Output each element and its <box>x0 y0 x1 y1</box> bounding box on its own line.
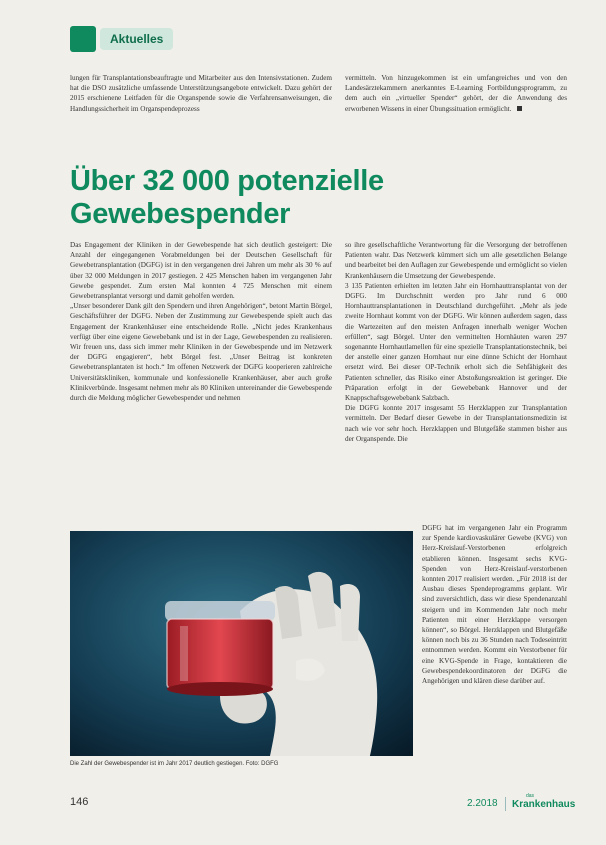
right-column-narrow <box>422 523 567 686</box>
paragraph: DGFG hat im vergangenen Jahr ein Programm zur Spende kardiovaskulärer Gewebe (KVG) von Herz-Kreislauf-Verstorbenen erfolgreich etablieren können. Insgesamt sechs KVG-Spenden von Herz-Kreislauf-verstorbenen konnten 2017 realisiert werden. „Für 2018 ist der Ausbau dieses Spendeprogramms geplant. Wir sind zuversichtlich, dass wir diese Spendenanzahl steigern und im Kommenden Jahr noch mehr Patienten mit einer Herzklappe versorgen können“, so Börgel. Herzklappen und Blutgefäße können noch bis zu 36 Stunden nach Todeseintritt entnommen werden. Kommt ein Verstorbener für eine KVG-Spende in Frage, kontaktieren die Gewebespendekoordinatoren der DGFG die Angehörigen und klären diese darüber auf. <box>422 524 567 686</box>
section-label: Aktuelles <box>100 28 173 50</box>
footer-divider <box>505 797 506 811</box>
photo-caption: Die Zahl der Gewebespender ist im Jahr 2017 deutlich gestiegen. Foto: DGFG <box>70 761 279 767</box>
paragraph: „Unser besonderer Dank gilt den Spendern und ihren Angehörigen“, betont Martin Börgel, Geschäftsführer der DGFG. Neben der Zustimmung zur Gewebespende spielt auch das Engagement der Krankenhäuser eine entscheidende Rolle. „Nicht jedes Krankenhaus verfügt über eine eigene Gewebebank und ist in der Lage, Gewebespenden zu realisieren. Wir freuen uns, dass sich immer mehr Kliniken in der Gewebespende und im Netzwerk der DGFG engagieren“, hebt Börgel fest. „Unser Beitrag ist konkreten Gewebetransplantaten ist hoch.“ Im offenen Netzwerk der DGFG kooperieren zahlreiche Universitätskliniken, kommunale und konfessionelle Krankenhäuser, aber auch große Klinikverbünde. Insgesamt nehmen mehr als 80 Kliniken untereinander die Gewebespende durch die Meldung möglicher Gewebespender und nehmen <box>70 302 332 403</box>
paragraph: so ihre gesellschaftliche Verantwortung für die Versorgung der betroffenen Patienten wahr. Das Netzwerk kümmert sich um alle gesetzlichen Belange und bearbeitet bei den Auflagen zur Gewebespende und ermöglicht so vielen Krankenhäusern die Umsetzung der Gewebespende. <box>345 241 567 280</box>
top-left-text: lungen für Transplantationsbeauftragte und Mitarbeiter aus den Intensivstationen. Zudem hat die DSO zusätzliche umfassende Unterstützungsangebote entwickelt. Dazu gehört der 2015 erschienene Leitfaden für die Organspende sowie die Verfahrensanweisungen, die Handlungssicherheit im Organspendeprozess <box>70 74 332 113</box>
paragraph: 3 135 Patienten erhielten im letzten Jahr ein Hornhauttransplantat von der DGFG. Im Durchschnitt werden pro Jahr rund 6 000 Hornhauttransplantationen in Deutschland durchgeführt. „Mehr als jede zweite Hornhaut kommt von der DGFG. Wir können außerdem sagen, dass die Wartezeiten auf den meisten Anfragen innerhalb weniger Wochen erfüllen“, sagt Börgel. Unter den vermittelten Hornhäuten waren 297 sogenannte Hornhautlamellen für eine spezielle Transplantationstechnik, bei der anstelle einer ganzen Hornhaut nur eine dünne Schicht der Hornhaut ersetzt wird. Bei dieser OP-Technik erholt sich die Sehfähigkeit des Patienten schneller, das Risiko einer Abstoßungsreaktion ist geringer. Die Präparation erfolgt in der Gewebebank Hannover und der Knappschaftsgewebebank Salzbach. <box>345 281 567 403</box>
end-of-article-marker <box>517 106 522 111</box>
paragraph: Das Engagement der Kliniken in der Gewebespende hat sich deutlich gesteigert: Die Anzahl der eingegangenen Vorabmeldungen bei der Deutschen Gesellschaft für Gewebetransplantation (DGFG) ist in den vergangenen drei Jahren um mehr als 30 % auf über 32 000 Meldungen in 2017 gestiegen. 2 425 Menschen haben im vergangenen Jahr Gewebe gespendet. Zum ersten Mal konnten 4 725 Menschen mit einem Gewebetransplantat versorgt und damit geholfen werden. <box>70 241 332 301</box>
right-column-top <box>345 240 567 444</box>
section-marker-square <box>70 26 96 52</box>
section-header <box>70 26 173 52</box>
page-number: 146 <box>70 796 89 808</box>
left-column <box>70 240 332 403</box>
gloved-hand-tissue-jar-image <box>70 531 413 756</box>
issue-number: 2.2018 <box>467 798 498 809</box>
article-photo <box>70 531 413 756</box>
top-right-text: vermitteln. Von hinzugekommen ist ein umfangreiches und von den Landesärztekammern anerkanntes E-Learning Fortbildungsprogramm, zu dem auch ein „virtueller Spender“ gehört, der die Anwendung des erworbenen Wissens in einer Übungssituation ermöglicht. <box>345 74 567 113</box>
paragraph: Die DGFG konnte 2017 insgesamt 55 Herzklappen zur Transplantation vermitteln. Der Bedarf dieser Gewebe in der Transplantationsmedizin ist nach wie vor sehr hoch. Herzklappen und Blutgefäße stammen bisher aus der Organspende. Die <box>345 404 567 443</box>
magazine-logo: das Krankenhaus <box>512 793 576 810</box>
article-headline: Über 32 000 potenzielle Gewebespender <box>70 165 384 230</box>
